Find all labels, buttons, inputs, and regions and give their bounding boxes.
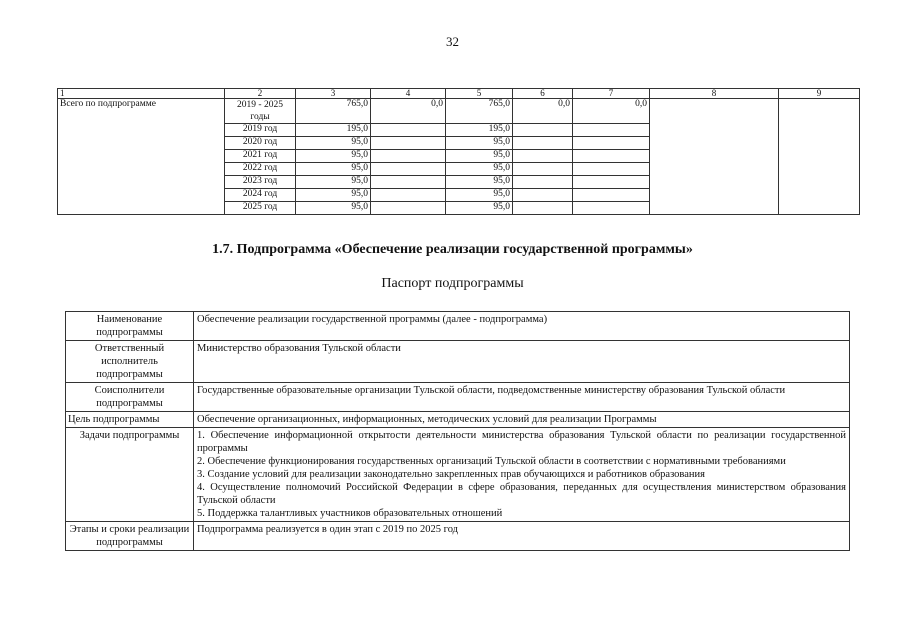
- column-header: 5: [446, 89, 513, 99]
- list-item: 5. Поддержка талантливых участников образовательных отношений: [197, 508, 503, 519]
- subprogram-title: 1.7. Подпрограмма «Обеспечение реализации государственной программы»: [212, 242, 693, 257]
- table-cell: 95,0: [296, 176, 371, 189]
- table-cell: 2022 год: [225, 163, 296, 176]
- table-cell: 2025 год: [225, 202, 296, 215]
- passport-label: Наименование подпрограммы: [66, 312, 194, 341]
- passport-value: Министерство образования Тульской области: [194, 341, 850, 383]
- column-header: 1: [58, 89, 225, 99]
- table-cell: 95,0: [446, 202, 513, 215]
- table-cell: 765,0: [296, 99, 371, 124]
- table-cell: 95,0: [296, 163, 371, 176]
- table-cell: [650, 99, 779, 215]
- passport-table: [65, 311, 850, 551]
- passport-label: Соисполнители подпрограммы: [66, 383, 194, 412]
- page-number: 32: [446, 34, 459, 49]
- table-cell: 2019 год: [225, 124, 296, 137]
- table-cell: 2020 год: [225, 137, 296, 150]
- passport-row-coexecutors: [66, 383, 850, 412]
- table-cell: 2021 год: [225, 150, 296, 163]
- table-cell: 95,0: [296, 137, 371, 150]
- table-cell: [371, 176, 446, 189]
- passport-value: Государственные образовательные организации Тульской области, подведомственные министерству образования Тульской области: [194, 383, 850, 412]
- table-cell: [371, 137, 446, 150]
- table-cell: [371, 189, 446, 202]
- table-cell: 195,0: [446, 124, 513, 137]
- table-cell: [573, 163, 650, 176]
- column-header: 8: [650, 89, 779, 99]
- table-cell: 95,0: [296, 202, 371, 215]
- passport-label: Этапы и сроки реализации подпрограммы: [66, 522, 194, 551]
- table-cell: 0,0: [573, 99, 650, 124]
- table-cell: [371, 202, 446, 215]
- table-cell: 95,0: [296, 150, 371, 163]
- passport-row-goal: [66, 412, 850, 428]
- table-cell: [573, 189, 650, 202]
- list-item: 2. Обеспечение функционирования государственных организаций Тульской области в соответствии с нормативными требованиями: [197, 456, 786, 467]
- passport-row-executor: [66, 341, 850, 383]
- table-cell: 2019 - 2025 годы: [225, 99, 296, 124]
- table-cell: [573, 124, 650, 137]
- table-cell: 95,0: [296, 189, 371, 202]
- column-header: 7: [573, 89, 650, 99]
- passport-label: Ответственный исполнитель подпрограммы: [66, 341, 194, 383]
- table-cell: [513, 189, 573, 202]
- table-cell: [573, 202, 650, 215]
- passport-row-stages: [66, 522, 850, 551]
- table-cell: [371, 150, 446, 163]
- column-header: 4: [371, 89, 446, 99]
- passport-row-name: [66, 312, 850, 341]
- column-header: 9: [779, 89, 860, 99]
- table-cell: 2023 год: [225, 176, 296, 189]
- table-row: [58, 99, 860, 124]
- passport-value: Подпрограмма реализуется в один этап с 2019 по 2025 год: [194, 522, 850, 551]
- column-header: 2: [225, 89, 296, 99]
- table-cell: 2024 год: [225, 189, 296, 202]
- passport-row-tasks: [66, 428, 850, 522]
- table-cell: [513, 137, 573, 150]
- table-cell: 95,0: [446, 176, 513, 189]
- table-cell: 0,0: [513, 99, 573, 124]
- passport-value: Обеспечение организационных, информационных, методических условий для реализации Программы: [194, 412, 850, 428]
- table-cell: 0,0: [371, 99, 446, 124]
- passport-label: Цель подпрограммы: [66, 412, 194, 428]
- table-cell: [513, 150, 573, 163]
- column-header: 3: [296, 89, 371, 99]
- list-item: 3. Создание условий для реализации законодательно закрепленных прав обучающихся и работников образования: [197, 469, 705, 480]
- passport-tasks-list: [194, 428, 850, 522]
- table-cell: [573, 176, 650, 189]
- passport-label: Задачи подпрограммы: [66, 428, 194, 522]
- table-cell: [513, 176, 573, 189]
- table-cell: [779, 99, 860, 215]
- list-item: 4. Осуществление полномочий Российской Федерации в сфере образования, переданных для осуществления министерством образования Тульской области: [197, 482, 846, 506]
- table-cell: 95,0: [446, 189, 513, 202]
- list-item: 1. Обеспечение информационной открытости деятельности министерства образования Тульской области по реализации государственной программы: [197, 430, 846, 454]
- column-header: 6: [513, 89, 573, 99]
- table-cell: [573, 137, 650, 150]
- table-cell: [513, 124, 573, 137]
- table-cell: [371, 163, 446, 176]
- table-cell: 195,0: [296, 124, 371, 137]
- table-cell: [513, 202, 573, 215]
- passport-title: Паспорт подпрограммы: [381, 276, 524, 291]
- table-cell: [371, 124, 446, 137]
- table-cell: 765,0: [446, 99, 513, 124]
- table-cell: 95,0: [446, 137, 513, 150]
- passport-value: Обеспечение реализации государственной программы (далее - подпрограмма): [194, 312, 850, 341]
- table-header-row: [58, 89, 860, 99]
- table-cell: 95,0: [446, 163, 513, 176]
- table-cell: [573, 150, 650, 163]
- table-cell: 95,0: [446, 150, 513, 163]
- row-label: Всего по подпрограмме: [58, 99, 225, 215]
- financing-table: [57, 88, 860, 215]
- table-cell: [513, 163, 573, 176]
